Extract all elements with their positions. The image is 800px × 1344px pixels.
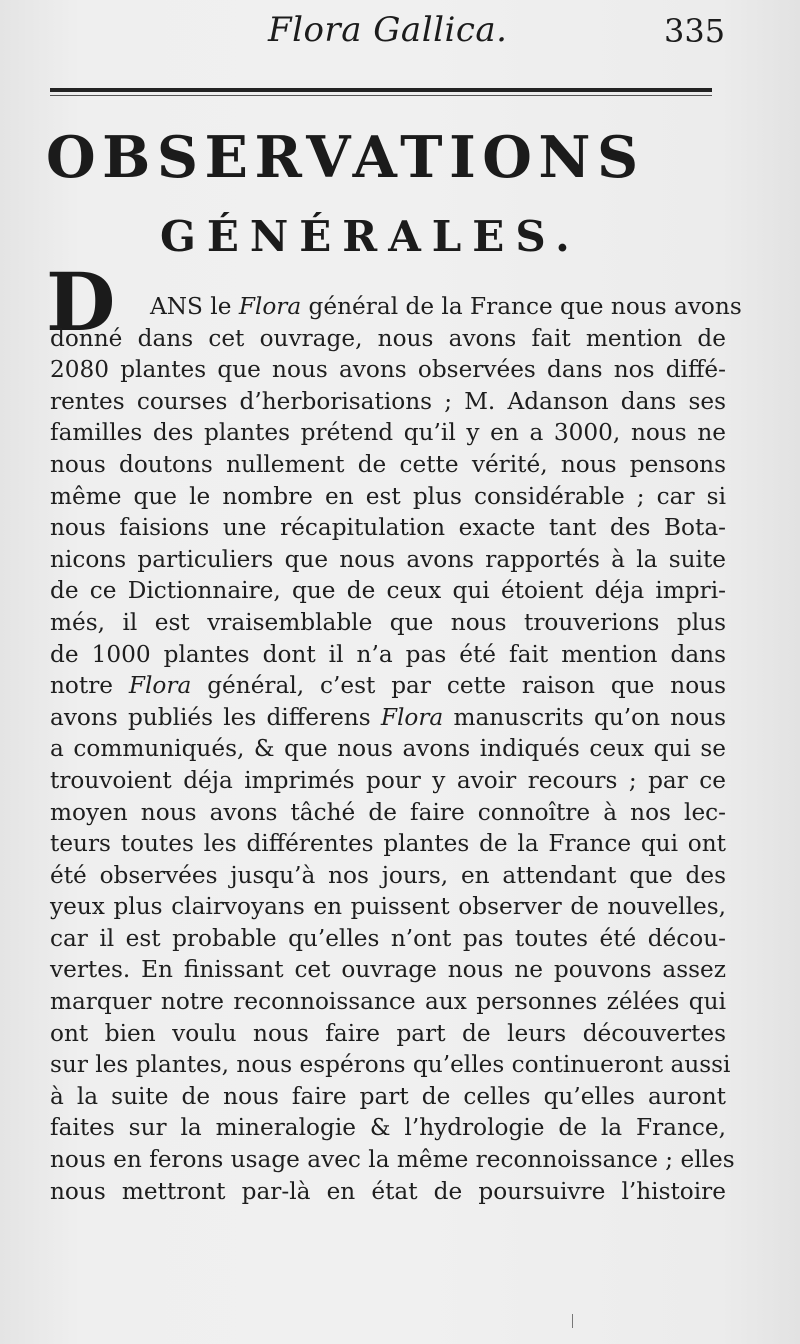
text-line: [50, 891, 726, 923]
text-line: [50, 1049, 731, 1081]
text-line: [50, 670, 726, 702]
text-line: [50, 323, 726, 355]
italic-term: Flora: [128, 672, 192, 700]
text-segment: ANS le: [150, 293, 239, 320]
text-segment: nous en ferons usage avec la même reconnoissance ; elles: [50, 1146, 735, 1174]
text-segment: nous mettront par-là en état de poursuivre l’histoire: [50, 1177, 726, 1205]
text-line: [50, 702, 726, 734]
text-segment: 2080 plantes que nous avons observées dans nos diffé-: [50, 356, 726, 384]
text-line: [50, 1018, 726, 1050]
text-segment: nous faisions une récapitulation exacte tant des Bota-: [50, 514, 726, 542]
text-segment: à la suite de nous faire part de celles qu’elles auront: [50, 1082, 726, 1110]
text-segment: donné dans cet ouvrage, nous avons fait mention de: [50, 324, 726, 352]
text-segment: familles des plantes prétend qu’il y en a 3000, nous ne: [50, 419, 726, 447]
text-segment: de 1000 plantes dont il n’a pas été fait mention dans: [50, 640, 726, 668]
chapter-subtitle: GÉNÉRALES.: [160, 212, 581, 261]
body-text: [50, 291, 742, 1207]
text-line: [50, 354, 726, 386]
text-line: [50, 481, 726, 513]
text-segment: yeux plus clairvoyans en puissent observer de nouvelles,: [50, 893, 726, 921]
text-line: [50, 923, 726, 955]
text-line: [50, 860, 726, 892]
text-segment: més, il est vraisemblable que nous trouverions plus: [50, 608, 726, 636]
text-line: [50, 386, 726, 418]
text-segment: avons publiés les differens: [50, 703, 381, 731]
text-line: [50, 954, 726, 986]
text-segment: manuscrits qu’on nous: [443, 703, 727, 731]
text-segment: teurs toutes les différentes plantes de la France qui ont: [50, 830, 726, 858]
text-line: [50, 1144, 735, 1176]
chapter-title: OBSERVATIONS: [46, 124, 645, 191]
text-line: [50, 449, 726, 481]
text-line: [50, 733, 726, 765]
text-segment: moyen nous avons tâché de faire connoître à nos lec-: [50, 798, 726, 826]
text-segment: nicons particuliers que nous avons rapportés à la suite: [50, 545, 726, 573]
text-segment: sur les plantes, nous espérons qu’elles continueront aussi: [50, 1051, 731, 1079]
header-rule: [50, 88, 712, 92]
text-segment: car il est probable qu’elles n’ont pas toutes été décou-: [50, 924, 726, 952]
italic-term: Flora: [380, 703, 444, 731]
running-head: [0, 8, 800, 58]
text-line: [50, 765, 726, 797]
text-segment: général, c’est par cette raison que nous: [191, 672, 726, 700]
text-line: [50, 828, 726, 860]
text-line: [50, 544, 726, 576]
text-line: [50, 639, 726, 671]
text-line: [50, 1081, 726, 1113]
italic-term: Flora: [238, 293, 302, 320]
text-line: [50, 512, 726, 544]
text-segment: trouvoient déja imprimés pour y avoir recours ; par ce: [50, 766, 726, 794]
text-line: [50, 1112, 726, 1144]
text-segment: notre: [50, 672, 129, 700]
text-line: [50, 575, 726, 607]
text-segment: vertes. En finissant cet ouvrage nous ne pouvons assez: [50, 956, 726, 984]
running-title: Flora Gallica.: [268, 10, 508, 50]
text-line: [50, 1176, 726, 1208]
page-number: 335: [664, 12, 726, 50]
text-segment: général de la France que nous avons: [301, 293, 742, 320]
text-segment: ont bien voulu nous faire part de leurs découvertes: [50, 1019, 726, 1047]
drop-cap: D: [46, 255, 116, 349]
text-segment: rentes courses d’herborisations ; M. Adanson dans ses: [50, 387, 726, 415]
text-line: [50, 417, 726, 449]
text-segment: a communiqués, & que nous avons indiqués ceux qui se: [50, 735, 726, 763]
page-mark: [572, 1314, 573, 1328]
text-line: [50, 797, 726, 829]
text-segment: de ce Dictionnaire, que de ceux qui étoient déja impri-: [50, 577, 726, 605]
text-segment: nous doutons nullement de cette vérité, nous pensons: [50, 450, 726, 478]
text-segment: faites sur la mineralogie & l’hydrologie de la France,: [50, 1114, 726, 1142]
text-segment: même que le nombre en est plus considérable ; car si: [50, 482, 726, 510]
text-line: [50, 986, 726, 1018]
text-line: [50, 607, 726, 639]
text-segment: marquer notre reconnoissance aux personnes zélées qui: [50, 988, 726, 1016]
text-segment: été observées jusqu’à nos jours, en attendant que des: [50, 861, 726, 889]
text-line: [50, 291, 742, 323]
